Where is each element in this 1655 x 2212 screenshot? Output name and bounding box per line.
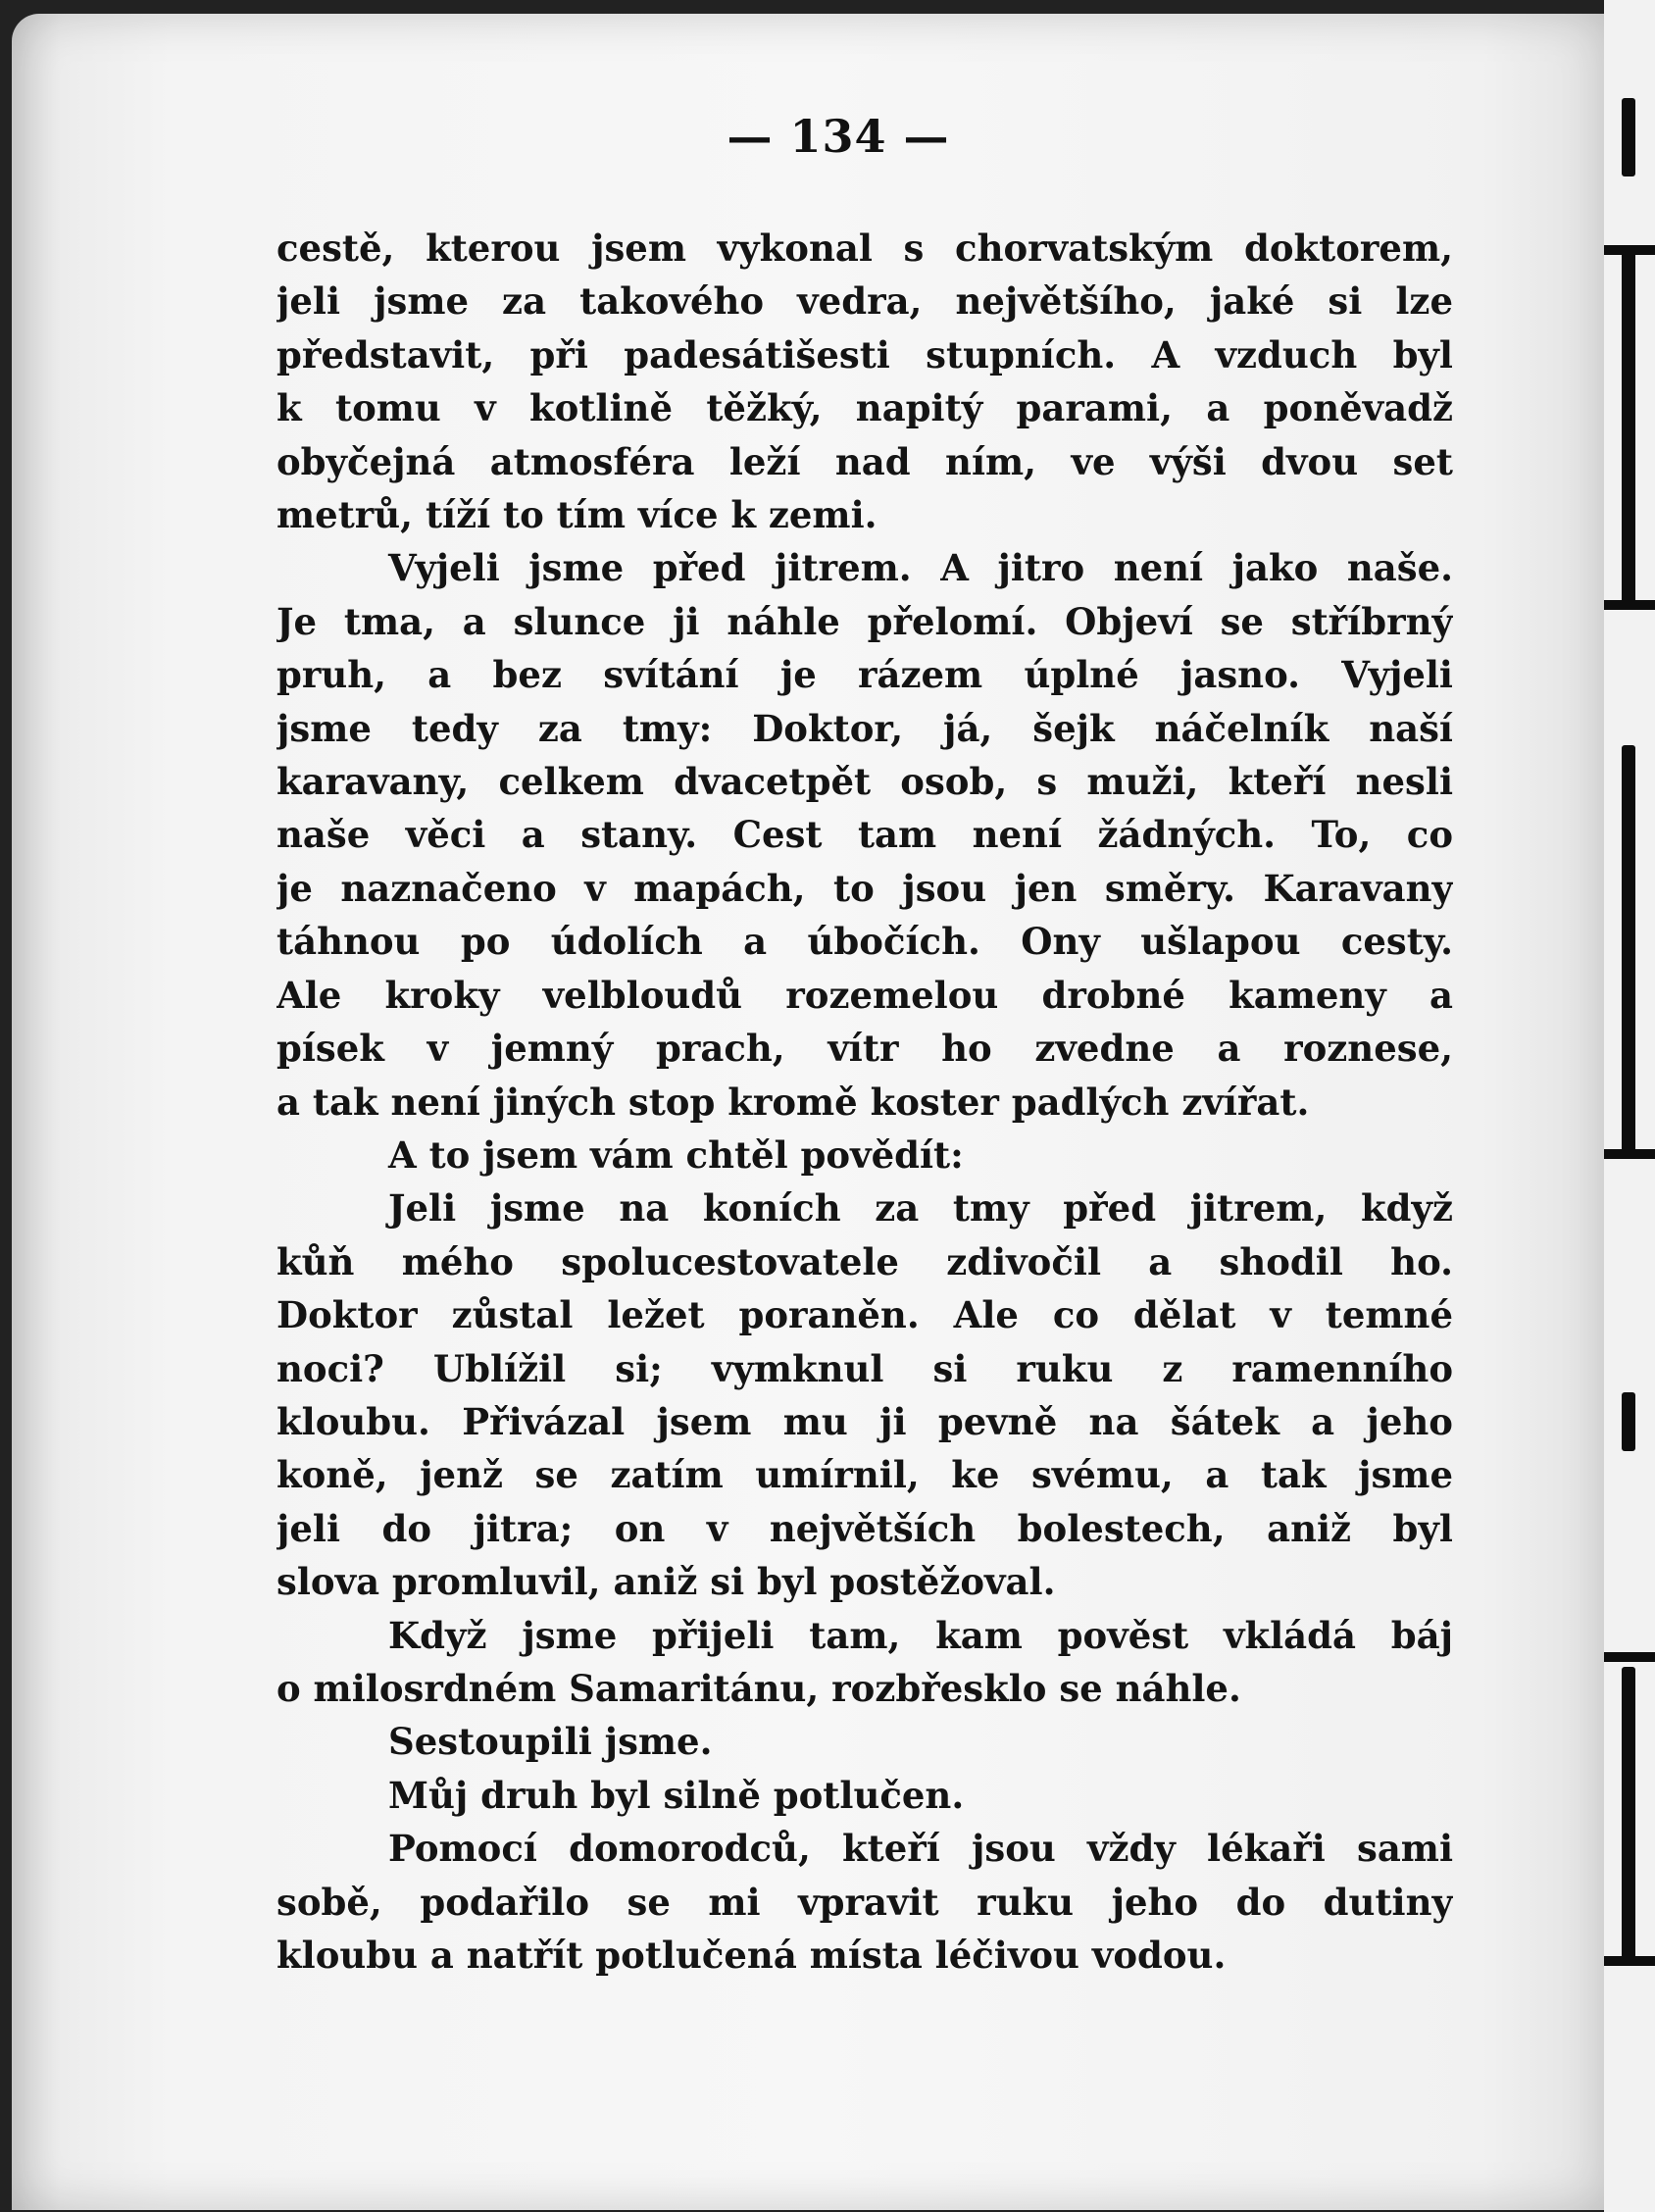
text-line: o milosrdném Samaritánu, rozbřesklo se náhle. [276,1666,1241,1710]
text-line: jeli do jitra; on v největších bolestech, aniž byl [276,1506,1453,1550]
binding-mark [1622,245,1635,608]
text-line: kloubu a natřít potlučená místa léčivou vodou. [276,1934,1227,1977]
text-line: Jeli jsme na koních za tmy před jitrem, když [388,1186,1453,1231]
binding-mark [1622,745,1635,1157]
paragraph [276,1129,1453,1181]
binding-mark [1622,1667,1635,1961]
text-line: pruh, a bez svítání je rázem úplné jasno. Vyjeli [276,653,1453,697]
text-line: obyčejná atmosféra leží nad ním, ve výši dvou set [276,439,1453,483]
text-line: Sestoupili jsme. [388,1720,713,1764]
paragraph [276,1715,1453,1768]
text-line: Můj druh byl silně potlučen. [388,1773,965,1817]
paragraph [276,1181,1453,1608]
binding-tick [1604,1956,1655,1966]
paragraph [276,541,1453,1128]
page-number: — 134 — [727,110,950,163]
binding-tick [1604,1652,1655,1662]
text-line: kloubu. Přivázal jsem mu ji pevně na šátek a jeho [276,1399,1453,1443]
text-line: a tak není jiných stop kromě koster padlých zvířat. [276,1080,1310,1124]
text-line: Když jsme přijeli tam, kam pověst vkládá báj [388,1613,1453,1657]
text-line: noci? Ublížil si; vymknul si ruku z ramenního [276,1346,1453,1390]
text-line: je naznačeno v mapách, to jsou jen směry. Karavany [276,866,1453,910]
text-line: sobě, podařilo se mi vpravit ruku jeho do dutiny [276,1880,1453,1924]
text-line: metrů, tíží to tím více k zemi. [276,493,878,537]
text-line: jsme tedy za tmy: Doktor, já, šejk náčelník naší [276,706,1453,750]
paragraph [276,1769,1453,1822]
text-line: slova promluvil, aniž si byl postěžoval. [276,1560,1056,1604]
binding-mark [1622,1392,1635,1451]
text-line: písek v jemný prach, vítr ho zvedne a roznese, [276,1027,1453,1071]
text-line: k tomu v kotlině těžký, napitý parami, a poněvadž [276,386,1453,430]
paragraph [276,1609,1453,1716]
text-line: cestě, kterou jsem vykonal s chorvatským doktorem, [276,226,1453,270]
text-line: A to jsem vám chtěl povědít: [388,1132,964,1177]
paragraph [276,1822,1453,1982]
text-line: Doktor zůstal ležet poraněn. Ale co dělat v temné [276,1293,1453,1337]
text-line: Je tma, a slunce ji náhle přelomí. Objeví se stříbrný [276,599,1453,643]
text-line: táhnou po údolích a úbočích. Ony ušlapou cesty. [276,920,1453,964]
text-line: naše věci a stany. Cest tam není žádných. To, co [276,813,1453,857]
paragraph [276,222,1453,541]
binding-tick [1604,600,1655,610]
text-line: jeli jsme za takového vedra, největšího, jaké si lze [276,279,1453,324]
text-line: představit, při padesátišesti stupních. A vzduch byl [276,332,1453,377]
binding-tick [1604,1149,1655,1159]
text-line: karavany, celkem dvacetpět osob, s muži, kteří nesli [276,760,1453,804]
text-line: kůň mého spolucestovatele zdivočil a shodil ho. [276,1239,1453,1283]
body-text [276,222,1453,1982]
text-line: Ale kroky velbloudů rozemelou drobné kameny a [276,973,1453,1017]
binding-edge [1604,0,1655,2212]
text-line: koně, jenž se zatím umírnil, ke svému, a tak jsme [276,1453,1453,1497]
text-line: Pomocí domorodců, kteří jsou vždy lékaři sami [388,1827,1453,1871]
text-line: Vyjeli jsme před jitrem. A jitro není jako naše. [388,546,1453,590]
